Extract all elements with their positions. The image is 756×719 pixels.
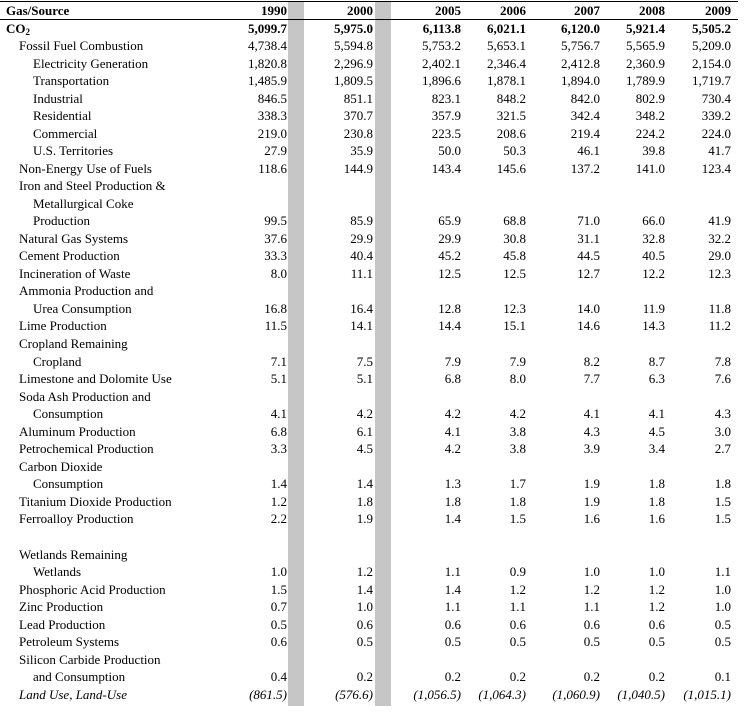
value-cell: 1.5 bbox=[714, 511, 731, 526]
table-row bbox=[0, 335, 756, 352]
value-cell: 5,594.8 bbox=[334, 38, 373, 53]
value-cell: 5,753.2 bbox=[422, 38, 461, 53]
table-row bbox=[0, 230, 756, 247]
value-cell: 4.5 bbox=[356, 441, 373, 456]
value-cell: 1.2 bbox=[509, 582, 526, 597]
table-row bbox=[0, 72, 756, 89]
header-label: Gas/Source bbox=[6, 3, 70, 18]
value-cell: 0.2 bbox=[583, 669, 600, 684]
value-cell: 16.4 bbox=[350, 301, 373, 316]
value-cell: 0.6 bbox=[356, 617, 373, 632]
table-row bbox=[0, 563, 756, 580]
value-cell: (1,060.9) bbox=[552, 687, 600, 702]
value-cell: (1,064.3) bbox=[478, 687, 526, 702]
row-label: Metallurgical Coke bbox=[33, 196, 134, 211]
value-cell: 137.2 bbox=[570, 161, 600, 176]
year-header: 2006 bbox=[500, 3, 526, 18]
value-cell: 219.0 bbox=[257, 126, 287, 141]
row-label: Silicon Carbide Production bbox=[19, 652, 161, 667]
row-label: Ferroalloy Production bbox=[19, 511, 134, 526]
value-cell: 71.0 bbox=[577, 213, 600, 228]
table-row bbox=[0, 195, 756, 212]
value-cell: 12.8 bbox=[438, 301, 461, 316]
value-cell: 12.3 bbox=[708, 266, 731, 281]
value-cell: 6,120.0 bbox=[561, 21, 600, 36]
value-cell: 224.0 bbox=[701, 126, 731, 141]
row-label: Electricity Generation bbox=[33, 56, 149, 71]
value-cell: 2,360.9 bbox=[626, 56, 665, 71]
value-cell: 1.7 bbox=[509, 476, 526, 491]
value-cell: 5.1 bbox=[270, 371, 287, 386]
value-cell: 35.9 bbox=[350, 143, 373, 158]
value-cell: 5,209.0 bbox=[692, 38, 731, 53]
value-cell: 0.4 bbox=[270, 669, 287, 684]
value-cell: 44.5 bbox=[577, 248, 600, 263]
value-cell: 730.4 bbox=[701, 91, 731, 106]
row-label: Fossil Fuel Combustion bbox=[19, 38, 144, 53]
value-cell: 0.5 bbox=[270, 617, 287, 632]
value-cell: 7.6 bbox=[714, 371, 731, 386]
value-cell: 45.2 bbox=[438, 248, 461, 263]
value-cell: 0.2 bbox=[356, 669, 373, 684]
table-row bbox=[0, 510, 756, 527]
value-cell: 5,565.9 bbox=[626, 38, 665, 53]
value-cell: 1.2 bbox=[583, 582, 600, 597]
value-cell: 4.2 bbox=[444, 406, 461, 421]
value-cell: 339.2 bbox=[701, 108, 731, 123]
row-label: Cropland bbox=[33, 354, 82, 369]
value-cell: 1.1 bbox=[509, 599, 526, 614]
row-label: Wetlands bbox=[33, 564, 82, 579]
value-cell: 7.8 bbox=[714, 354, 731, 369]
value-cell: 1.4 bbox=[356, 476, 373, 491]
value-cell: 50.0 bbox=[438, 143, 461, 158]
value-cell: 370.7 bbox=[343, 108, 373, 123]
value-cell: 1.1 bbox=[444, 599, 461, 614]
value-cell: 4.2 bbox=[444, 441, 461, 456]
value-cell: 40.4 bbox=[350, 248, 373, 263]
value-cell: 7.9 bbox=[444, 354, 461, 369]
row-label: and Consumption bbox=[33, 669, 126, 684]
value-cell: 5,099.7 bbox=[248, 21, 287, 36]
table-header-row bbox=[0, 2, 756, 19]
table-row bbox=[0, 405, 756, 422]
value-cell: 15.1 bbox=[503, 318, 526, 333]
value-cell: 1.4 bbox=[270, 476, 287, 491]
value-cell: 7.7 bbox=[583, 371, 600, 386]
value-cell: 342.4 bbox=[570, 108, 600, 123]
table-row bbox=[0, 125, 756, 142]
value-cell: 12.2 bbox=[642, 266, 665, 281]
value-cell: 14.0 bbox=[577, 301, 600, 316]
value-cell: 1.2 bbox=[648, 599, 665, 614]
value-cell: 1,820.8 bbox=[248, 56, 287, 71]
value-cell: 8.0 bbox=[509, 371, 526, 386]
value-cell: (576.6) bbox=[335, 687, 373, 702]
value-cell: 4.2 bbox=[356, 406, 373, 421]
value-cell: 1.4 bbox=[444, 582, 461, 597]
value-cell: 12.7 bbox=[577, 266, 600, 281]
table-row bbox=[0, 212, 756, 229]
row-label: Wetlands Remaining bbox=[19, 547, 128, 562]
value-cell: 4.1 bbox=[648, 406, 665, 421]
value-cell: 1.8 bbox=[648, 476, 665, 491]
table-row bbox=[0, 353, 756, 370]
value-cell: 1,719.7 bbox=[692, 73, 731, 88]
value-cell: 6.1 bbox=[356, 424, 373, 439]
table-row bbox=[0, 651, 756, 668]
table-row bbox=[0, 177, 756, 194]
value-cell: 5,505.2 bbox=[692, 21, 731, 36]
value-cell: 46.1 bbox=[577, 143, 600, 158]
value-cell: 12.5 bbox=[438, 266, 461, 281]
value-cell: 14.1 bbox=[350, 318, 373, 333]
value-cell: 11.1 bbox=[350, 266, 373, 281]
row-label: Cropland Remaining bbox=[19, 336, 128, 351]
value-cell: 12.5 bbox=[503, 266, 526, 281]
row-label: Soda Ash Production and bbox=[19, 389, 151, 404]
value-cell: 3.9 bbox=[583, 441, 600, 456]
value-cell: (1,015.1) bbox=[683, 687, 731, 702]
value-cell: 7.5 bbox=[356, 354, 373, 369]
row-label: Residential bbox=[33, 108, 92, 123]
table-row bbox=[0, 633, 756, 650]
row-label: Ammonia Production and bbox=[19, 283, 154, 298]
value-cell: 41.7 bbox=[708, 143, 731, 158]
table-row bbox=[0, 493, 756, 510]
year-header: 2007 bbox=[574, 3, 600, 18]
value-cell: 1.6 bbox=[648, 511, 665, 526]
value-cell: 1,896.6 bbox=[422, 73, 461, 88]
value-cell: 39.8 bbox=[642, 143, 665, 158]
value-cell: (1,040.5) bbox=[617, 687, 665, 702]
value-cell: 338.3 bbox=[257, 108, 287, 123]
value-cell: 1.0 bbox=[714, 582, 731, 597]
row-label: Incineration of Waste bbox=[19, 266, 131, 281]
value-cell: 1.1 bbox=[714, 564, 731, 579]
value-cell: 11.2 bbox=[708, 318, 731, 333]
row-label: Petrochemical Production bbox=[19, 441, 154, 456]
table-row bbox=[0, 598, 756, 615]
value-cell: 8.2 bbox=[583, 354, 600, 369]
value-cell: 0.6 bbox=[648, 617, 665, 632]
value-cell: 11.9 bbox=[642, 301, 665, 316]
value-cell: 1.8 bbox=[509, 494, 526, 509]
row-label: Consumption bbox=[33, 476, 104, 491]
year-header: 2009 bbox=[705, 3, 731, 18]
row-label: Petroleum Systems bbox=[19, 634, 120, 649]
table-row bbox=[0, 388, 756, 405]
value-cell: 29.9 bbox=[438, 231, 461, 246]
value-cell: 31.1 bbox=[577, 231, 600, 246]
year-header: 2008 bbox=[639, 3, 665, 18]
value-cell: 1.0 bbox=[270, 564, 287, 579]
value-cell: 0.5 bbox=[509, 634, 526, 649]
value-cell: 32.8 bbox=[642, 231, 665, 246]
table-row bbox=[0, 668, 756, 685]
value-cell: 141.0 bbox=[635, 161, 665, 176]
value-cell: 1,485.9 bbox=[248, 73, 287, 88]
value-cell: 4.1 bbox=[444, 424, 461, 439]
value-cell: 30.8 bbox=[503, 231, 526, 246]
table-row bbox=[0, 370, 756, 387]
value-cell: 0.5 bbox=[714, 634, 731, 649]
table-row bbox=[0, 247, 756, 264]
value-cell: 123.4 bbox=[701, 161, 731, 176]
row-label: Non-Energy Use of Fuels bbox=[19, 161, 152, 176]
row-label: Lead Production bbox=[19, 617, 106, 632]
table-row bbox=[0, 475, 756, 492]
row-label: Iron and Steel Production & bbox=[19, 178, 166, 193]
row-label: Natural Gas Systems bbox=[19, 231, 129, 246]
row-label: Land Use, Land-Use bbox=[19, 687, 127, 702]
table-row bbox=[0, 282, 756, 299]
value-cell: 1.9 bbox=[583, 494, 600, 509]
value-cell: 1,894.0 bbox=[561, 73, 600, 88]
value-cell: 145.6 bbox=[496, 161, 526, 176]
value-cell: 2.7 bbox=[714, 441, 731, 456]
value-cell: 2,402.1 bbox=[422, 56, 461, 71]
value-cell: 1.8 bbox=[356, 494, 373, 509]
table-row bbox=[0, 440, 756, 457]
value-cell: 1,878.1 bbox=[487, 73, 526, 88]
value-cell: 2,296.9 bbox=[334, 56, 373, 71]
value-cell: 5,756.7 bbox=[561, 38, 600, 53]
value-cell: 1.0 bbox=[356, 599, 373, 614]
value-cell: 0.6 bbox=[509, 617, 526, 632]
value-cell: 0.6 bbox=[444, 617, 461, 632]
value-cell: 3.0 bbox=[714, 424, 731, 439]
value-cell: 11.5 bbox=[264, 318, 287, 333]
value-cell: 2.2 bbox=[270, 511, 287, 526]
value-cell: 50.3 bbox=[503, 143, 526, 158]
row-label: Production bbox=[33, 213, 91, 228]
value-cell: 99.5 bbox=[264, 213, 287, 228]
value-cell: (1,056.5) bbox=[413, 687, 461, 702]
value-cell: 40.5 bbox=[642, 248, 665, 263]
value-cell: 6,021.1 bbox=[487, 21, 526, 36]
value-cell: 0.7 bbox=[270, 599, 287, 614]
value-cell: 7.1 bbox=[270, 354, 287, 369]
value-cell: 45.8 bbox=[503, 248, 526, 263]
value-cell: 0.5 bbox=[714, 617, 731, 632]
row-label: $CO_2$ bbox=[6, 21, 30, 37]
value-cell: 14.4 bbox=[438, 318, 461, 333]
subscript: 2 bbox=[25, 27, 30, 37]
value-cell: 1.3 bbox=[444, 476, 461, 491]
value-cell: 1,789.9 bbox=[626, 73, 665, 88]
table-row bbox=[0, 300, 756, 317]
value-cell: 68.8 bbox=[503, 213, 526, 228]
value-cell: 0.1 bbox=[714, 669, 731, 684]
value-cell: 14.6 bbox=[577, 318, 600, 333]
value-cell: 0.5 bbox=[648, 634, 665, 649]
table-spacer-row bbox=[0, 528, 756, 545]
value-cell: 4,738.4 bbox=[248, 38, 287, 53]
value-cell: 5.1 bbox=[356, 371, 373, 386]
table-row bbox=[0, 107, 756, 124]
value-cell: 0.5 bbox=[583, 634, 600, 649]
value-cell: 65.9 bbox=[438, 213, 461, 228]
table-row bbox=[0, 423, 756, 440]
value-cell: 1.8 bbox=[444, 494, 461, 509]
table-row bbox=[0, 55, 756, 72]
value-cell: 1.2 bbox=[270, 494, 287, 509]
value-cell: 4.3 bbox=[583, 424, 600, 439]
value-cell: 1.5 bbox=[714, 494, 731, 509]
value-cell: 33.3 bbox=[264, 248, 287, 263]
value-cell: 1.9 bbox=[583, 476, 600, 491]
row-label: Aluminum Production bbox=[19, 424, 136, 439]
value-cell: 1.4 bbox=[444, 511, 461, 526]
value-cell: 12.3 bbox=[503, 301, 526, 316]
table-row bbox=[0, 581, 756, 598]
value-cell: 1.1 bbox=[444, 564, 461, 579]
value-cell: 3.8 bbox=[509, 424, 526, 439]
table-row bbox=[0, 546, 756, 563]
row-label: Zinc Production bbox=[19, 599, 104, 614]
row-label: Consumption bbox=[33, 406, 104, 421]
row-label: Transportation bbox=[33, 73, 110, 88]
value-cell: 85.9 bbox=[350, 213, 373, 228]
value-cell: 1.9 bbox=[356, 511, 373, 526]
value-cell: 1.8 bbox=[714, 476, 731, 491]
row-label: Carbon Dioxide bbox=[19, 459, 103, 474]
value-cell: 8.7 bbox=[648, 354, 665, 369]
value-cell: 3.4 bbox=[648, 441, 665, 456]
value-cell: 230.8 bbox=[343, 126, 373, 141]
value-cell: 41.9 bbox=[708, 213, 731, 228]
value-cell: 846.5 bbox=[257, 91, 287, 106]
value-cell: 118.6 bbox=[258, 161, 287, 176]
value-cell: 8.0 bbox=[270, 266, 287, 281]
value-cell: 1.2 bbox=[356, 564, 373, 579]
table-row bbox=[0, 20, 756, 37]
value-cell: 1.0 bbox=[583, 564, 600, 579]
table-row bbox=[0, 686, 756, 703]
value-cell: 6.3 bbox=[648, 371, 665, 386]
value-cell: 1,809.5 bbox=[334, 73, 373, 88]
value-cell: 1.0 bbox=[714, 599, 731, 614]
value-cell: 16.8 bbox=[264, 301, 287, 316]
value-cell: 32.2 bbox=[708, 231, 731, 246]
value-cell: 6,113.8 bbox=[422, 21, 461, 36]
value-cell: 321.5 bbox=[496, 108, 526, 123]
value-cell: 66.0 bbox=[642, 213, 665, 228]
value-cell: 11.8 bbox=[708, 301, 731, 316]
value-cell: 144.9 bbox=[343, 161, 373, 176]
value-cell: 0.6 bbox=[583, 617, 600, 632]
row-label: Phosphoric Acid Production bbox=[19, 582, 166, 597]
value-cell: 14.3 bbox=[642, 318, 665, 333]
value-cell: 5,975.0 bbox=[334, 21, 373, 36]
value-cell: 1.6 bbox=[583, 511, 600, 526]
value-cell: 0.2 bbox=[509, 669, 526, 684]
value-cell: 4.3 bbox=[714, 406, 731, 421]
value-cell: 6.8 bbox=[270, 424, 287, 439]
value-cell: 1.4 bbox=[356, 582, 373, 597]
row-label: Titanium Dioxide Production bbox=[19, 494, 172, 509]
row-label: Cement Production bbox=[19, 248, 120, 263]
value-cell: 5,921.4 bbox=[626, 21, 665, 36]
value-cell: 29.0 bbox=[708, 248, 731, 263]
value-cell: 2,346.4 bbox=[487, 56, 526, 71]
value-cell: 848.2 bbox=[496, 91, 526, 106]
value-cell: 143.4 bbox=[431, 161, 461, 176]
value-cell: 4.1 bbox=[270, 406, 287, 421]
value-cell: 851.1 bbox=[343, 91, 373, 106]
table-row bbox=[0, 160, 756, 177]
table-row bbox=[0, 317, 756, 334]
value-cell: 2,412.8 bbox=[561, 56, 600, 71]
value-cell: 7.9 bbox=[509, 354, 526, 369]
value-cell: 802.9 bbox=[635, 91, 665, 106]
value-cell: 357.9 bbox=[431, 108, 461, 123]
value-cell: 4.1 bbox=[583, 406, 600, 421]
value-cell: 4.5 bbox=[648, 424, 665, 439]
value-cell: 5,653.1 bbox=[487, 38, 526, 53]
value-cell: 6.8 bbox=[444, 371, 461, 386]
value-cell: 223.5 bbox=[431, 126, 461, 141]
value-cell: 1.1 bbox=[583, 599, 600, 614]
value-cell: 1.5 bbox=[270, 582, 287, 597]
value-cell: 4.2 bbox=[509, 406, 526, 421]
year-header: 2000 bbox=[347, 3, 373, 18]
row-label: Limestone and Dolomite Use bbox=[19, 371, 172, 386]
value-cell: 37.6 bbox=[264, 231, 287, 246]
value-cell: 0.2 bbox=[444, 669, 461, 684]
value-cell: 208.6 bbox=[496, 126, 526, 141]
table-row bbox=[0, 458, 756, 475]
value-cell: 348.2 bbox=[635, 108, 665, 123]
value-cell: 1.2 bbox=[648, 582, 665, 597]
value-cell: 3.3 bbox=[270, 441, 287, 456]
value-cell: 3.8 bbox=[509, 441, 526, 456]
row-label: Commercial bbox=[33, 126, 98, 141]
year-header: 2005 bbox=[435, 3, 461, 18]
value-cell: 1.8 bbox=[648, 494, 665, 509]
row-label: U.S. Territories bbox=[33, 143, 114, 158]
value-cell: 219.4 bbox=[570, 126, 600, 141]
table-row bbox=[0, 142, 756, 159]
value-cell: 0.9 bbox=[509, 564, 526, 579]
value-cell: 1.0 bbox=[648, 564, 665, 579]
value-cell: 0.5 bbox=[444, 634, 461, 649]
value-cell: 1.5 bbox=[509, 511, 526, 526]
table-row bbox=[0, 616, 756, 633]
value-cell: 224.2 bbox=[635, 126, 665, 141]
value-cell: (861.5) bbox=[249, 687, 287, 702]
row-label: Industrial bbox=[33, 91, 83, 106]
value-cell: 29.9 bbox=[350, 231, 373, 246]
table-row bbox=[0, 90, 756, 107]
table-row bbox=[0, 265, 756, 282]
value-cell: 823.1 bbox=[431, 91, 461, 106]
row-label: Urea Consumption bbox=[33, 301, 132, 316]
value-cell: 2,154.0 bbox=[692, 56, 731, 71]
value-cell: 0.2 bbox=[648, 669, 665, 684]
value-cell: 27.9 bbox=[264, 143, 287, 158]
year-header: 1990 bbox=[261, 3, 287, 18]
value-cell: 0.5 bbox=[356, 634, 373, 649]
value-cell: 842.0 bbox=[570, 91, 600, 106]
value-cell: 0.6 bbox=[270, 634, 287, 649]
row-label: Lime Production bbox=[19, 318, 107, 333]
table-row bbox=[0, 37, 756, 54]
